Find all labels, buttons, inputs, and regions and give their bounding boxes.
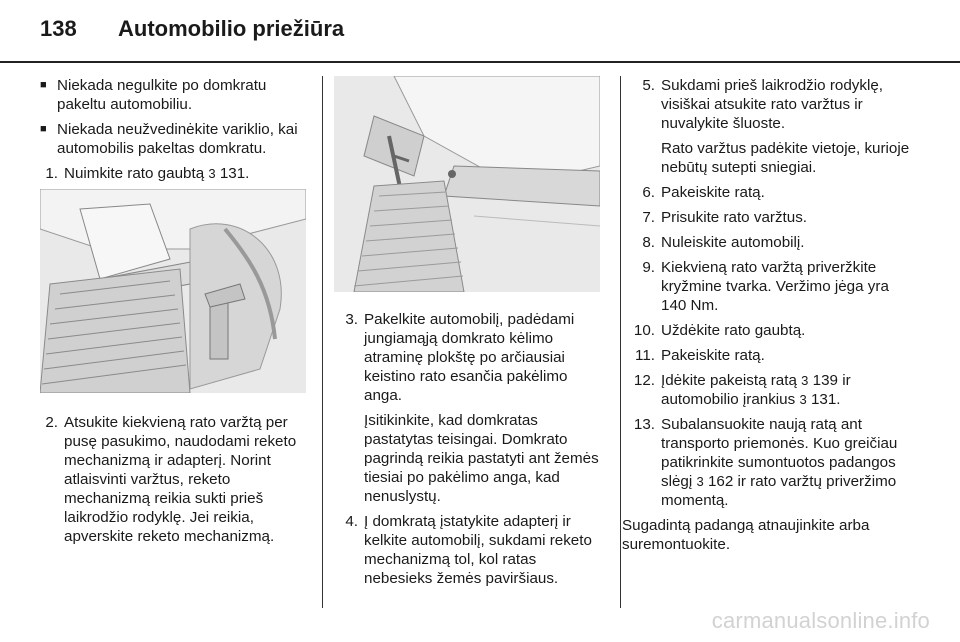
step-5 <box>622 76 912 133</box>
warning-bullet: ■ Niekada neužvedinėkite variklio, kai automobilis pakeltas domkratu. <box>40 120 310 158</box>
page-title: Automobilio priežiūra <box>118 16 345 41</box>
page-reference-icon: 3 <box>208 166 216 181</box>
page-number: 138 <box>40 16 77 41</box>
step-number: 8. <box>642 234 655 251</box>
step-8 <box>622 233 912 252</box>
closing-note: Sugadintą padangą atnaujinkite arba suremontuokite. <box>622 517 870 553</box>
step-13 <box>622 415 912 510</box>
step-1 <box>40 164 310 183</box>
page-reference-icon: 3 <box>801 373 809 388</box>
step-10 <box>622 321 912 340</box>
step-text: Prisukite rato varžtus. <box>661 209 808 226</box>
step-6 <box>622 183 912 202</box>
step-9 <box>622 258 912 315</box>
step-number: 4. <box>345 513 358 530</box>
step-number: 2. <box>45 414 58 431</box>
step-11 <box>622 346 912 365</box>
page-reference-icon: 3 <box>799 392 807 407</box>
step-text: Sukdami prieš laikrodžio rodyklę, visiškai atsukite rato varžtus ir nuvalykite šluoste. <box>661 77 883 132</box>
page-reference: 139 ir automobilio įrankius <box>661 372 851 408</box>
page-reference: 131. <box>810 391 841 408</box>
step-number: 1. <box>45 165 58 182</box>
step-number: 11. <box>635 347 655 364</box>
step-text: Pakelkite automobilį, padėdami jungiamąją domkrato kėlimo atraminę plokštę po arčiausiai keistino rato esančia pakėlimo anga. <box>364 311 575 404</box>
column-1 <box>40 76 310 552</box>
step-number: 10. <box>633 322 655 339</box>
step-7 <box>622 208 912 227</box>
column-divider-1 <box>322 76 323 608</box>
page-reference: 162 ir rato varžtų priveržimo momentą. <box>661 473 897 509</box>
step-text: Pakeiskite ratą. <box>661 184 765 201</box>
step-number: 3. <box>345 311 358 328</box>
warning-bullet: ■ Niekada negulkite po domkratu pakeltu automobiliu. <box>40 76 310 114</box>
step-number: 12. <box>633 372 655 389</box>
step-2 <box>40 413 310 546</box>
step-text: Į domkratą įstatykite adapterį ir kelkite automobilį, sukdami reketo mechanizmą tol, kol ratas nebesieks žemės paviršiaus. <box>364 513 592 587</box>
step-text: Kiekvieną rato varžtą priveržkite kryžmine tvarka. Veržimo jėga yra 140 Nm. <box>661 259 889 314</box>
step-4 <box>340 512 608 588</box>
column-2 <box>340 76 608 594</box>
step-text: Nuleiskite automobilį. <box>661 234 805 251</box>
wheel-underbody-illustration <box>40 189 306 393</box>
jack-position-illustration <box>334 76 600 292</box>
step-number: 5. <box>642 77 655 94</box>
step-text: Nuimkite rato gaubtą <box>64 165 205 182</box>
step-3 <box>340 310 608 405</box>
step-5-note: Rato varžtus padėkite vietoje, kurioje nebūtų sutepti sniegiai. <box>661 140 910 176</box>
step-text: Uždėkite rato gaubtą. <box>661 322 806 339</box>
step-number: 13. <box>633 416 655 433</box>
step-text: Pakeiskite ratą. <box>661 347 765 364</box>
column-divider-2 <box>620 76 621 608</box>
column-3 <box>622 76 912 560</box>
header-rule <box>0 61 960 63</box>
step-3-note: Įsitikinkite, kad domkratas pastatytas teisingai. Domkrato pagrindą reikia pastatyti ant žemės tiesiai po pakėlimo anga, kad nenuslystų. <box>364 412 599 505</box>
step-text: Įdėkite pakeistą ratą <box>661 372 797 389</box>
page-header <box>40 16 344 52</box>
step-number: 7. <box>642 209 655 226</box>
page-reference-icon: 3 <box>696 474 704 489</box>
step-12 <box>622 371 912 409</box>
step-text: Atsukite kiekvieną rato varžtą per pusę pasukimo, naudodami reketo mechanizmą ir adapterį. Norint atlaisvinti varžtus, reketo mechanizmą reikia sukti prieš laikrodžio rodyklę. Jei reikia, apverskite reketo mechanizmą. <box>64 414 297 545</box>
step-text: Subalansuokite naują ratą ant transporto priemonės. Kuo greičiau patikrinkite sumontuotos padangos slėgį <box>661 416 898 490</box>
page-reference: 131. <box>219 165 250 182</box>
step-number: 9. <box>642 259 655 276</box>
watermark: carmanualsonline.info <box>711 608 930 633</box>
step-number: 6. <box>642 184 655 201</box>
